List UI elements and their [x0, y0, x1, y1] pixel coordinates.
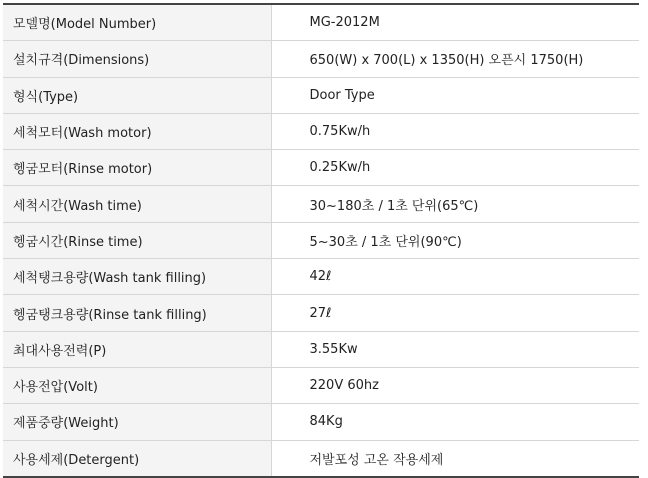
spec-label-max-power: 최대사용전력(P) [3, 331, 271, 367]
table-row [3, 440, 639, 477]
spec-value-volt: 220V 60hz [271, 367, 639, 403]
spec-label-volt: 사용전압(Volt) [3, 367, 271, 403]
spec-label-model-number: 모델명(Model Number) [3, 4, 271, 41]
spec-value-wash-tank-filling: 42ℓ [271, 259, 639, 295]
table-row [3, 150, 639, 186]
spec-value-rinse-time: 5~30초 / 1초 단위(90℃) [271, 222, 639, 258]
spec-label-weight: 제품중량(Weight) [3, 404, 271, 440]
table-row [3, 222, 639, 258]
table-row [3, 404, 639, 440]
table-row [3, 259, 639, 295]
spec-value-model-number: MG-2012M [271, 4, 639, 41]
spec-label-detergent: 사용세제(Detergent) [3, 440, 271, 477]
spec-label-wash-time: 세척시간(Wash time) [3, 186, 271, 222]
spec-label-wash-tank-filling: 세척탱크용량(Wash tank filling) [3, 259, 271, 295]
table-row [3, 41, 639, 77]
spec-value-wash-time: 30~180초 / 1초 단위(65℃) [271, 186, 639, 222]
table-row [3, 4, 639, 41]
table-row [3, 367, 639, 403]
spec-value-weight: 84Kg [271, 404, 639, 440]
spec-label-rinse-tank-filling: 헹굼탱크용량(Rinse tank filling) [3, 295, 271, 331]
table-row [3, 186, 639, 222]
spec-value-rinse-motor: 0.25Kw/h [271, 150, 639, 186]
spec-label-rinse-motor: 헹굼모터(Rinse motor) [3, 150, 271, 186]
spec-value-max-power: 3.55Kw [271, 331, 639, 367]
spec-label-rinse-time: 헹굼시간(Rinse time) [3, 222, 271, 258]
spec-value-wash-motor: 0.75Kw/h [271, 113, 639, 149]
spec-value-rinse-tank-filling: 27ℓ [271, 295, 639, 331]
table-row [3, 331, 639, 367]
table-row [3, 295, 639, 331]
table-row [3, 77, 639, 113]
spec-value-detergent: 저발포성 고온 작용세제 [271, 440, 639, 477]
spec-value-type: Door Type [271, 77, 639, 113]
spec-value-dimensions: 650(W) x 700(L) x 1350(H) 오픈시 1750(H) [271, 41, 639, 77]
spec-table [3, 3, 639, 478]
spec-label-wash-motor: 세척모터(Wash motor) [3, 113, 271, 149]
spec-label-type: 형식(Type) [3, 77, 271, 113]
table-row [3, 113, 639, 149]
spec-label-dimensions: 설치규격(Dimensions) [3, 41, 271, 77]
